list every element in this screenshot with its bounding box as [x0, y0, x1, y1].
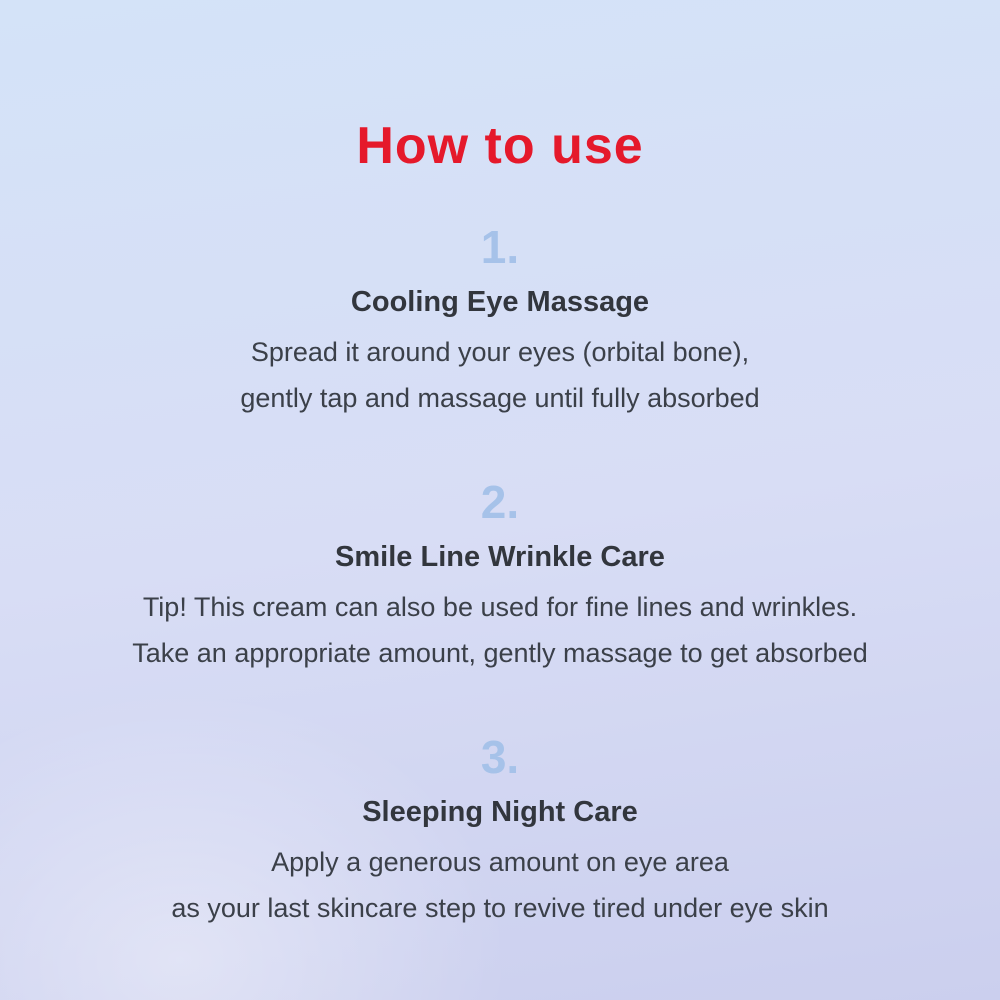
step-2 [132, 475, 868, 676]
step-2-line-2: Take an appropriate amount, gently massage to get absorbed [132, 637, 868, 668]
step-1-number: 1. [480, 221, 520, 273]
step-3-line-1: Apply a generous amount on eye area [271, 847, 729, 878]
step-2-line-1: Tip! This cream can also be used for fine lines and wrinkles. [142, 592, 858, 623]
step-1 [240, 221, 760, 421]
page-title: How to use [356, 117, 644, 175]
step-2-number: 2. [480, 475, 520, 528]
step-3-line-2: as your last skincare step to revive tired under eye skin [171, 892, 829, 923]
step-3-number: 3. [480, 730, 520, 783]
step-2-heading: Smile Line Wrinkle Care [335, 540, 665, 573]
step-1-line-2: gently tap and massage until fully absorbed [240, 382, 760, 413]
step-1-heading: Cooling Eye Massage [350, 286, 650, 318]
step-1-line-1: Spread it around your eyes (orbital bone), [250, 337, 750, 368]
step-3 [171, 730, 829, 931]
step-3-heading: Sleeping Night Care [362, 795, 638, 828]
